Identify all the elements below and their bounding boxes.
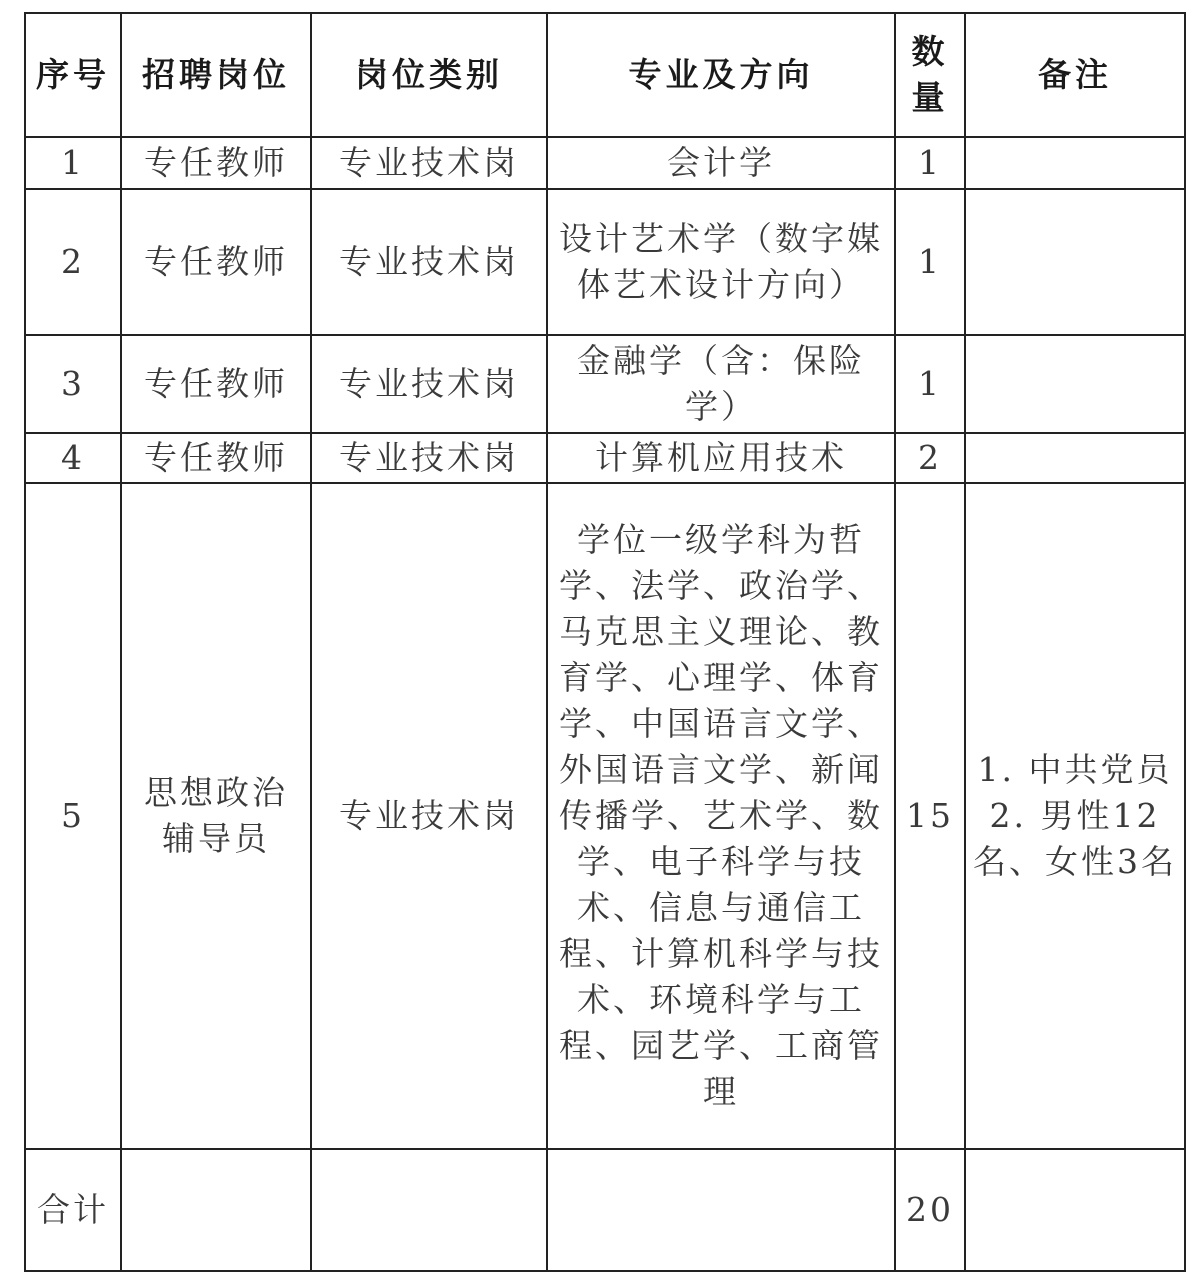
table-row: [25, 483, 1185, 1149]
cell-remarks: [965, 433, 1185, 483]
header-position: 招聘岗位: [121, 13, 311, 137]
cell-category: 专业技术岗: [311, 137, 547, 189]
cell-position: 专任教师: [121, 189, 311, 335]
table-row: [25, 433, 1185, 483]
header-major: 专业及方向: [547, 13, 895, 137]
cell-quantity: 1: [895, 189, 965, 335]
total-label: 合计: [25, 1149, 121, 1271]
cell-seq: 5: [25, 483, 121, 1149]
table-row: [25, 137, 1185, 189]
table-row: [25, 189, 1185, 335]
cell-remarks: [965, 137, 1185, 189]
header-row: [25, 13, 1185, 137]
cell-position: 思想政治辅导员: [121, 483, 311, 1149]
header-quantity: 数量: [895, 13, 965, 137]
cell-category: 专业技术岗: [311, 483, 547, 1149]
header-category: 岗位类别: [311, 13, 547, 137]
total-empty-cell: [547, 1149, 895, 1271]
cell-major: 计算机应用技术: [547, 433, 895, 483]
header-seq: 序号: [25, 13, 121, 137]
cell-remarks: [965, 335, 1185, 433]
cell-position: 专任教师: [121, 137, 311, 189]
cell-seq: 3: [25, 335, 121, 433]
cell-category: 专业技术岗: [311, 189, 547, 335]
cell-seq: 4: [25, 433, 121, 483]
cell-quantity: 2: [895, 433, 965, 483]
total-quantity: 20: [895, 1149, 965, 1271]
cell-remarks: [965, 189, 1185, 335]
recruitment-table: [24, 12, 1186, 1272]
cell-position: 专任教师: [121, 335, 311, 433]
total-empty-cell: [121, 1149, 311, 1271]
cell-category: 专业技术岗: [311, 433, 547, 483]
remarks-line-party: 1. 中共党员: [977, 750, 1173, 789]
cell-major: 金融学（含：保险学）: [547, 335, 895, 433]
cell-quantity: 1: [895, 137, 965, 189]
remarks-line-gender: 2. 男性12名、女性3名: [973, 796, 1177, 881]
cell-major: 设计艺术学（数字媒体艺术设计方向）: [547, 189, 895, 335]
table-row: [25, 335, 1185, 433]
cell-quantity: 1: [895, 335, 965, 433]
total-empty-cell: [965, 1149, 1185, 1271]
cell-major: 学位一级学科为哲学、法学、政治学、马克思主义理论、教育学、心理学、体育学、中国语言文学、外国语言文学、新闻传播学、艺术学、数学、电子科学与技术、信息与通信工程、计算机科学与技术、环境科学与工程、园艺学、工商管理: [547, 483, 895, 1149]
total-row: [25, 1149, 1185, 1271]
cell-quantity: 15: [895, 483, 965, 1149]
cell-seq: 1: [25, 137, 121, 189]
total-empty-cell: [311, 1149, 547, 1271]
cell-category: 专业技术岗: [311, 335, 547, 433]
cell-seq: 2: [25, 189, 121, 335]
cell-major: 会计学: [547, 137, 895, 189]
cell-remarks: [965, 483, 1185, 1149]
header-remarks: 备注: [965, 13, 1185, 137]
cell-position: 专任教师: [121, 433, 311, 483]
